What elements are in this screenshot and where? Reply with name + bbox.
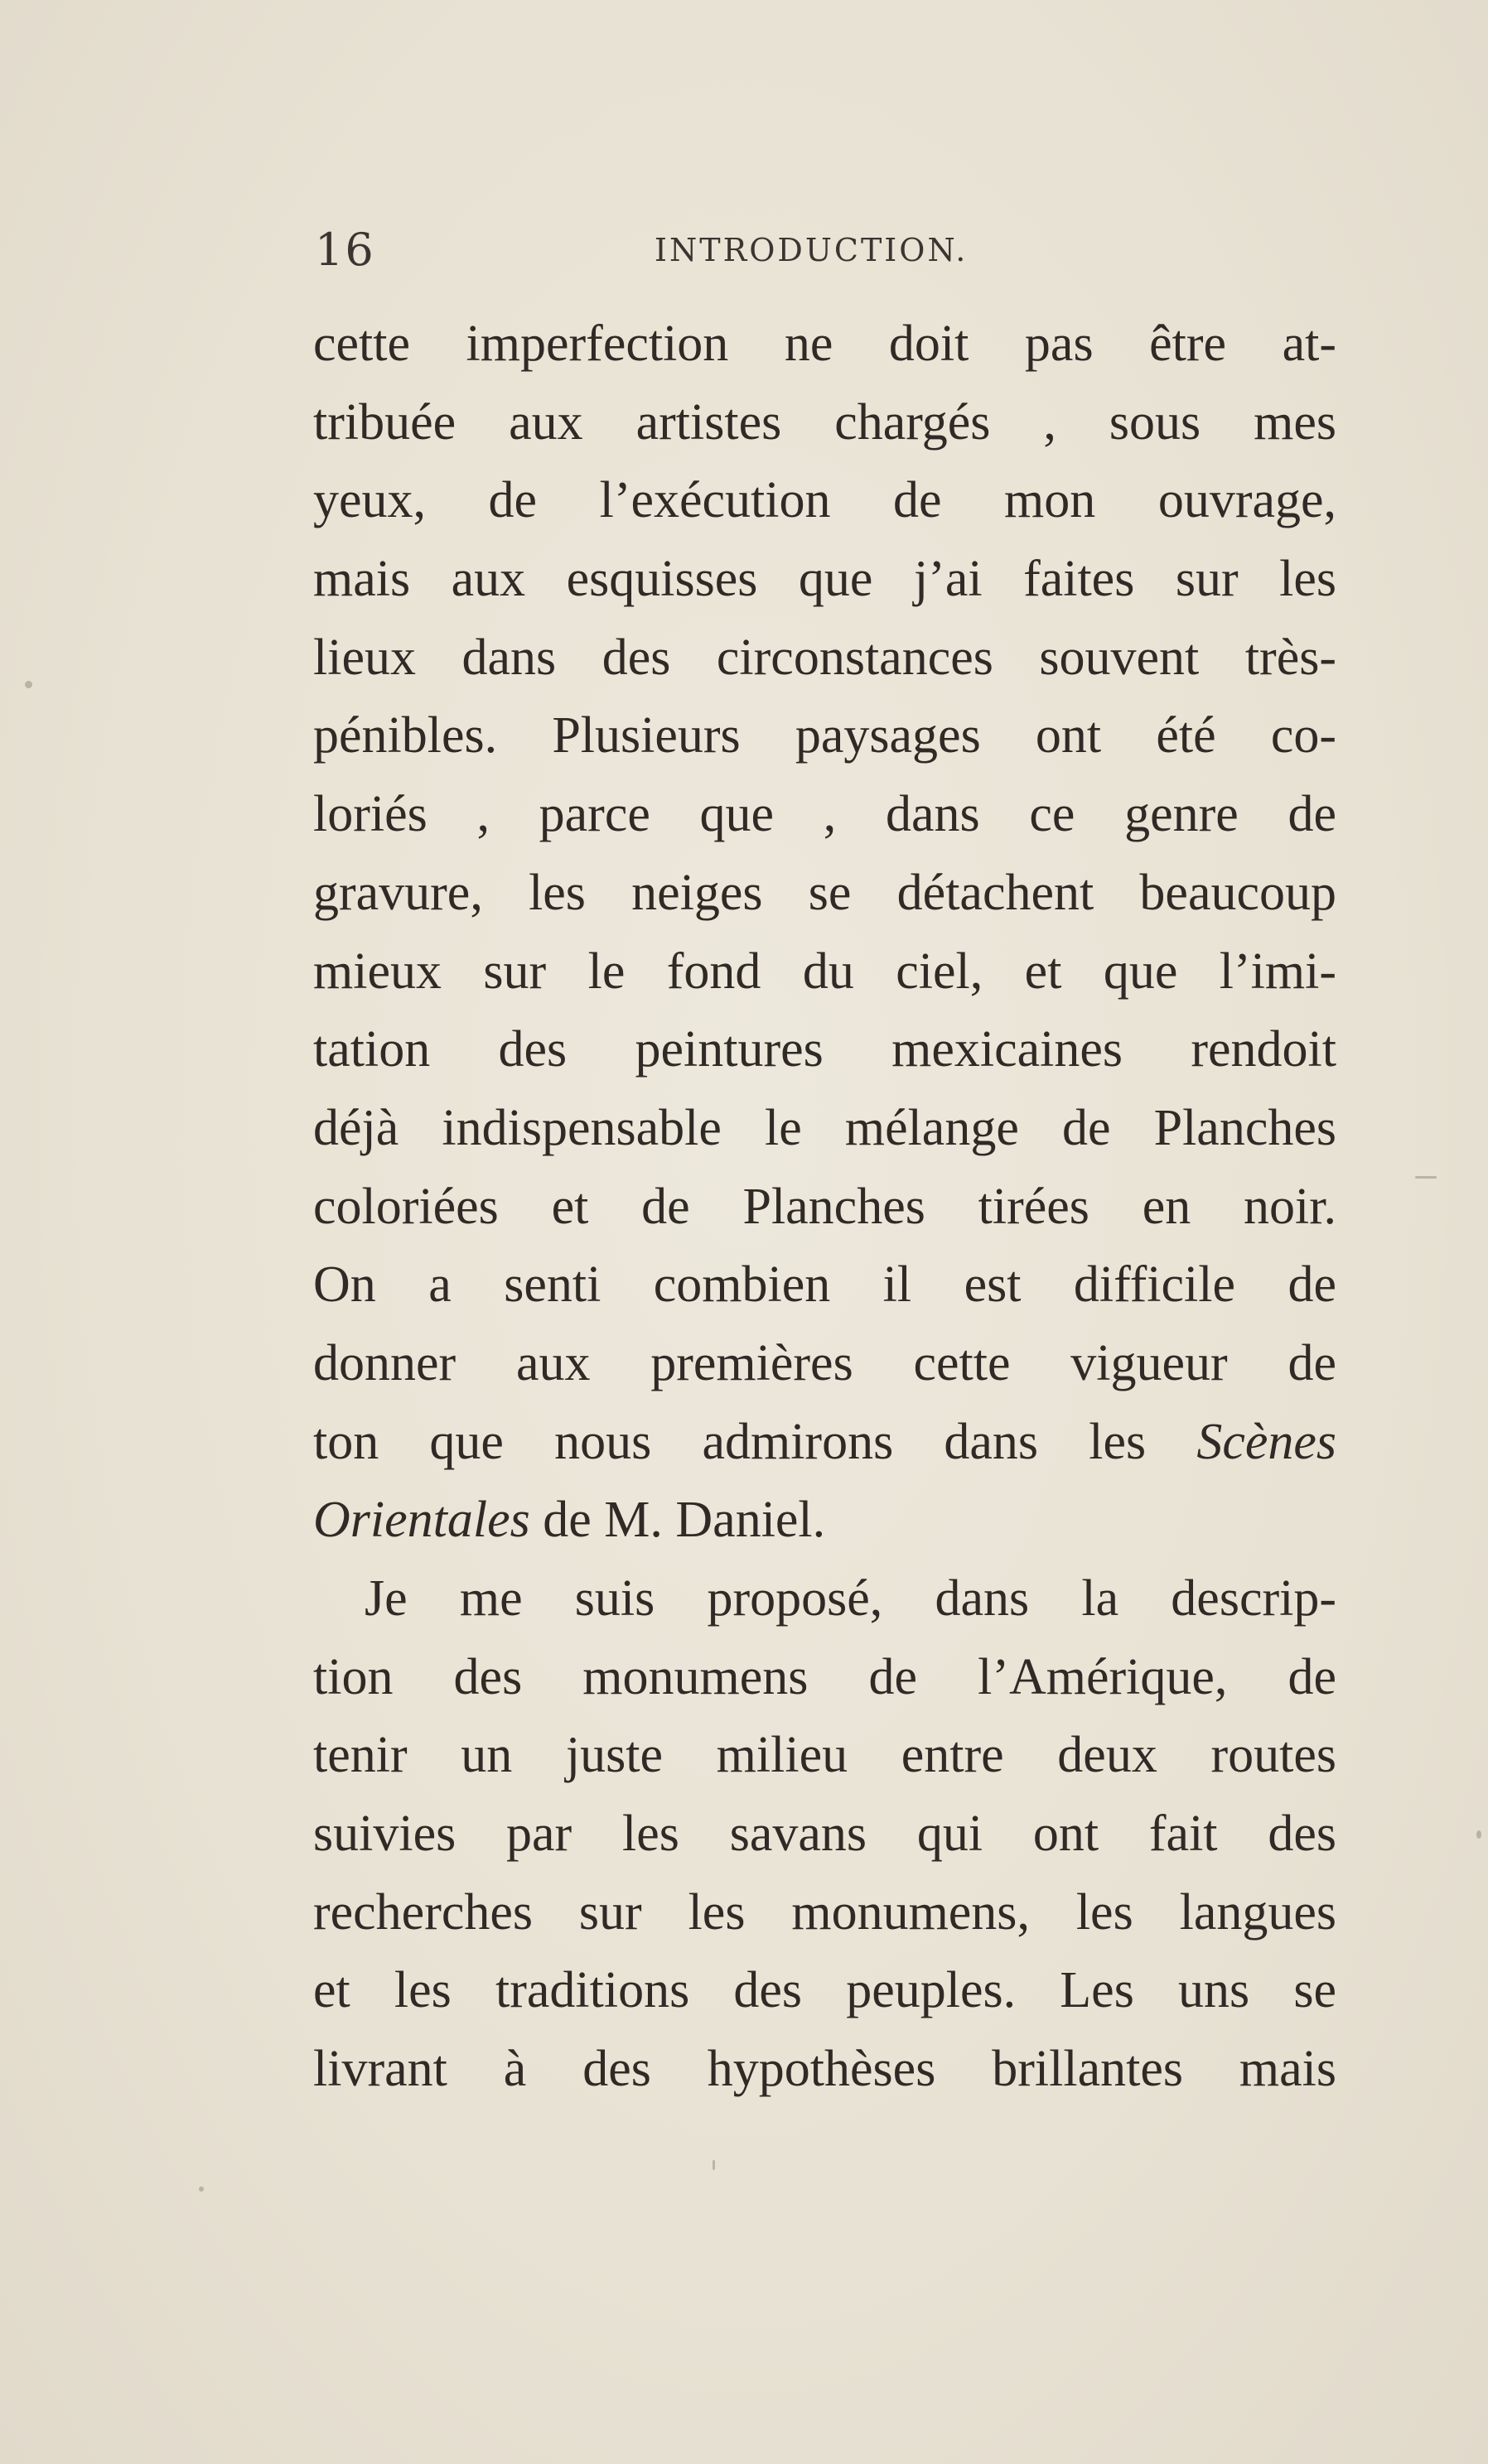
paper-speck [199,2187,204,2192]
text-line [313,1403,1336,1482]
text-line: tion des monumens de l’Amérique, de [313,1648,1336,1705]
text-line [313,1481,1336,1560]
text-line: gravure, les neiges se détachent beaucoup [313,864,1336,921]
page-number: 16 [315,224,375,276]
text-line: donner aux premières cette vigueur de [313,1334,1336,1391]
paper-speck [25,681,32,688]
text-line: On a senti combien il est difficile de [313,1256,1336,1314]
paper-speck [713,2160,715,2170]
text-run: ton que nous admirons dans les [313,1413,1197,1470]
text-line: loriés , parce que , dans ce genre de [313,786,1336,843]
text-line: suivies par les savans qui ont fait des [313,1806,1336,1863]
text-line: pénibles. Plusieurs paysages ont été co- [313,707,1336,764]
text-run: de M. Daniel. [529,1492,826,1549]
page-header [315,224,1342,290]
text-line: recherches sur les monumens, les langues [313,1883,1336,1941]
text-line: tation des peintures mexicaines rendoit [313,1021,1336,1078]
text-line: mieux sur le fond du ciel, et que l’imi- [313,943,1336,1000]
text-line: déjà indispensable le mélange de Planches [313,1099,1336,1156]
text-line: mais aux esquisses que j’ai faites sur les [313,551,1336,608]
text-line: Je me suis proposé, dans la descrip- [365,1570,1336,1627]
book-title-italic: Orientales [313,1492,530,1549]
paper-speck [1415,1176,1437,1179]
book-title-italic: Scènes [1196,1413,1336,1470]
body-text [313,305,1336,2109]
paper-speck [1476,1830,1481,1839]
text-line: livrant à des hypothèses brillantes mais [313,2041,1336,2098]
text-line: yeux, de l’exécution de mon ouvrage, [313,472,1336,529]
text-line: et les traditions des peuples. Les uns se [313,1962,1336,2019]
text-line: cette imperfection ne doit pas être at- [313,316,1336,372]
text-line: tribuée aux artistes chargés , sous mes [313,393,1336,451]
text-line: lieux dans des circonstances souvent très- [313,629,1336,686]
running-head: INTRODUCTION. [655,232,969,268]
text-line: tenir un juste milieu entre deux routes [313,1727,1336,1784]
text-line: coloriées et de Planches tirées en noir. [313,1178,1336,1235]
